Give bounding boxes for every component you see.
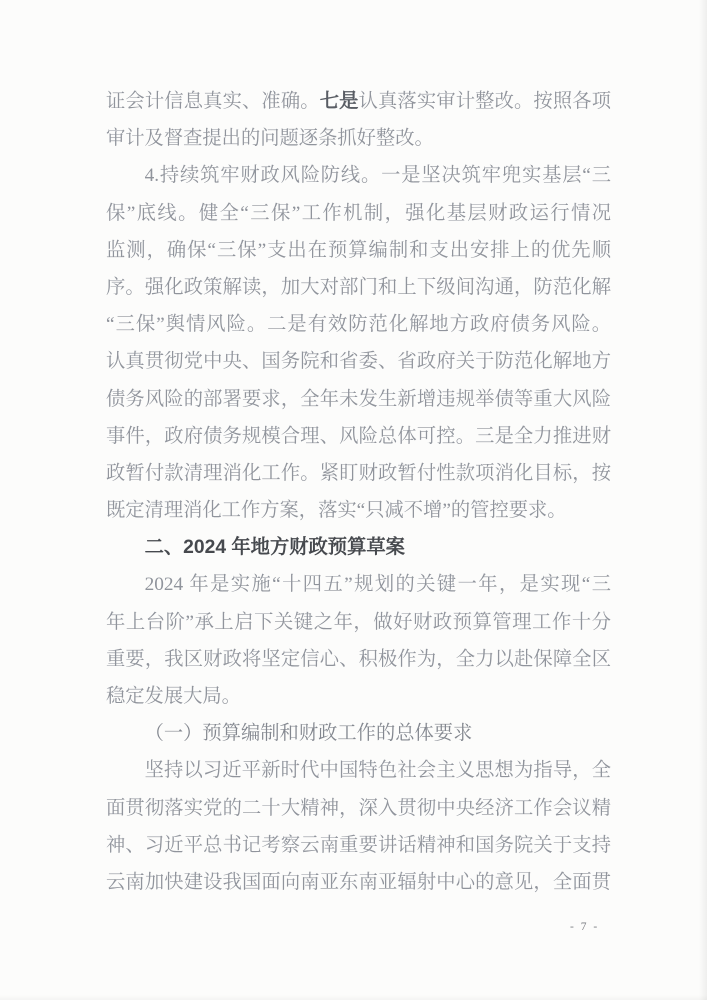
document-text-block: [106, 83, 611, 901]
bold-lead-in: 七是: [319, 91, 359, 112]
text-line: 稳定发展大局。: [106, 686, 241, 707]
page-number: - 7 -: [570, 921, 600, 933]
text-line: 4.持续筑牢财政风险防线。一是坚决筑牢兜实基层“三: [144, 165, 611, 187]
text-line: 审计及督查提出的问题逐条抓好整改。: [106, 128, 434, 150]
text-line: 事件，政府债务规模合理、风险总体可控。三是全力推进财: [106, 425, 611, 447]
text-line: 保”底线。健全“三保”工作机制，强化基层财政运行情况: [106, 202, 611, 224]
text-line: 坚持以习近平新时代中国特色社会主义思想为指导，全: [144, 760, 611, 782]
subsection-heading: （一）预算编制和财政工作的总体要求: [144, 723, 473, 745]
text-line: 重要，我区财政将坚定信心、积极作为，全力以赴保障全区: [106, 648, 611, 670]
line-text: 证会计信息真实、准确。: [106, 91, 320, 112]
text-line: [106, 83, 611, 120]
text-line: 既定清理消化工作方案，落实“只减不增”的管控要求。: [106, 500, 567, 522]
section-heading: 二、2024 年地方财政预算草案: [144, 537, 405, 559]
text-line: 云南加快建设我国面向南亚东南亚辐射中心的意见，全面贯: [106, 871, 611, 893]
text-line: “三保”舆情风险。二是有效防范化解地方政府债务风险。: [106, 314, 611, 336]
text-line: 面贯彻落实党的二十大精神，深入贯彻中央经济工作会议精: [106, 797, 611, 819]
text-line: 神、习近平总书记考察云南重要讲话精神和国务院关于支持: [106, 834, 611, 856]
text-line: 认真贯彻党中央、国务院和省委、省政府关于防范化解地方: [106, 351, 611, 373]
text-line: 年上台阶”承上启下关键之年，做好财政预算管理工作十分: [106, 611, 611, 633]
text-line: 债务风险的部署要求，全年未发生新增违规举债等重大风险: [106, 388, 611, 410]
scan-edge-right: [699, 0, 707, 1000]
text-line: 监测，确保“三保”支出在预算编制和支出安排上的优先顺: [106, 239, 611, 261]
text-line: 2024 年是实施“十四五”规划的关键一年，是实现“三: [144, 574, 611, 596]
scan-edge-bottom: [0, 995, 707, 1000]
text-line: 序。强化政策解读，加大对部门和上下级间沟通，防范化解: [106, 276, 611, 298]
line-text: 认真落实审计整改。按照各项: [358, 91, 611, 112]
text-line: 政暂付款清理消化工作。紧盯财政暂付性款项消化目标，按: [106, 462, 611, 484]
